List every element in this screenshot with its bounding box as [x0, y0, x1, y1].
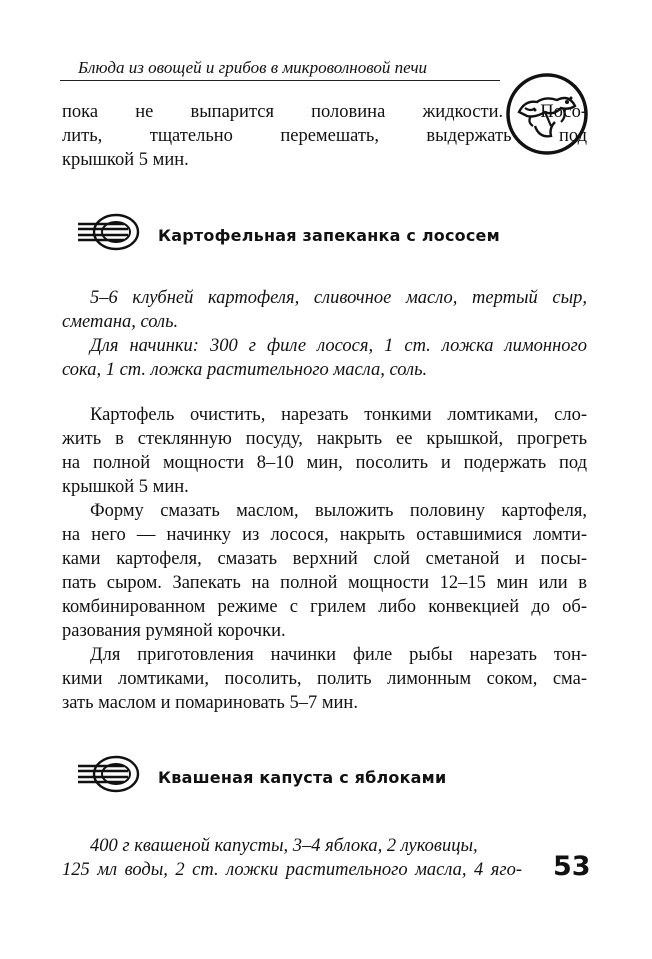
recipe1-ingredients-line: 5–6 клубней картофеля, сливочное масло, тертый сыр,: [90, 288, 587, 308]
recipe1-text-line: ками картофеля, смазать верхний слой сметаной и посы-: [62, 549, 587, 569]
recipe1-text-line: зать маслом и помариновать 5–7 мин.: [62, 693, 358, 713]
recipe1-text-line: кими ломтиками, посолить, полить лимонным соком, сма-: [62, 669, 587, 689]
recipe1-text-line: на полной мощности 8–10 мин, посолить и подержать под: [62, 453, 587, 473]
page-number: 53: [553, 851, 591, 882]
plate-cutlery-icon: [76, 212, 142, 252]
intro-line-3: крышкой 5 мин.: [62, 150, 189, 170]
plate-cutlery-icon: [76, 754, 142, 794]
recipe1-text-line: Для приготовления начинки филе рыбы нарезать тон-: [90, 645, 587, 665]
recipe2-title: Квашеная капуста с яблоками: [158, 768, 447, 787]
recipe1-ingredients-line: сметана, соль.: [62, 312, 179, 332]
header-rule: [60, 80, 500, 81]
recipe1-text-line: на него — начинку из лосося, накрыть оставшимися ломти-: [62, 525, 587, 545]
running-header: Блюда из овощей и грибов в микроволновой печи: [78, 58, 428, 77]
recipe1-text-line: Картофель очистить, нарезать тонкими ломтиками, сло-: [90, 405, 587, 425]
recipe1-text-line: комбинированном режиме с грилем либо конвекцией до об-: [62, 597, 587, 617]
intro-line-1: пока не выпарится половина жидкости. Посо-: [62, 102, 587, 122]
recipe1-title: Картофельная запеканка с лососем: [158, 226, 500, 245]
recipe1-text-line: жить в стеклянную посуду, накрыть ее крышкой, прогреть: [62, 429, 587, 449]
recipe1-filling-line: сока, 1 ст. ложка растительного масла, соль.: [62, 360, 428, 380]
recipe1-text-line: разования румяной корочки.: [62, 621, 286, 641]
recipe2-ingredients-line: 125 мл воды, 2 ст. ложки растительного масла, 4 яго-: [62, 860, 522, 880]
recipe2-ingredients-line: 400 г квашеной капусты, 3–4 яблока, 2 луковицы,: [90, 836, 478, 856]
intro-line-2: лить, тщательно перемешать, выдержать под: [62, 126, 587, 146]
recipe1-text-line: пать сыром. Запекать на полной мощности 12–15 мин или в: [62, 573, 587, 593]
recipe1-text-line: крышкой 5 мин.: [62, 477, 189, 497]
recipe1-text-line: Форму смазать маслом, выложить половину картофеля,: [90, 501, 587, 521]
recipe1-filling-line: Для начинки: 300 г филе лосося, 1 ст. ложка лимонного: [90, 336, 587, 356]
